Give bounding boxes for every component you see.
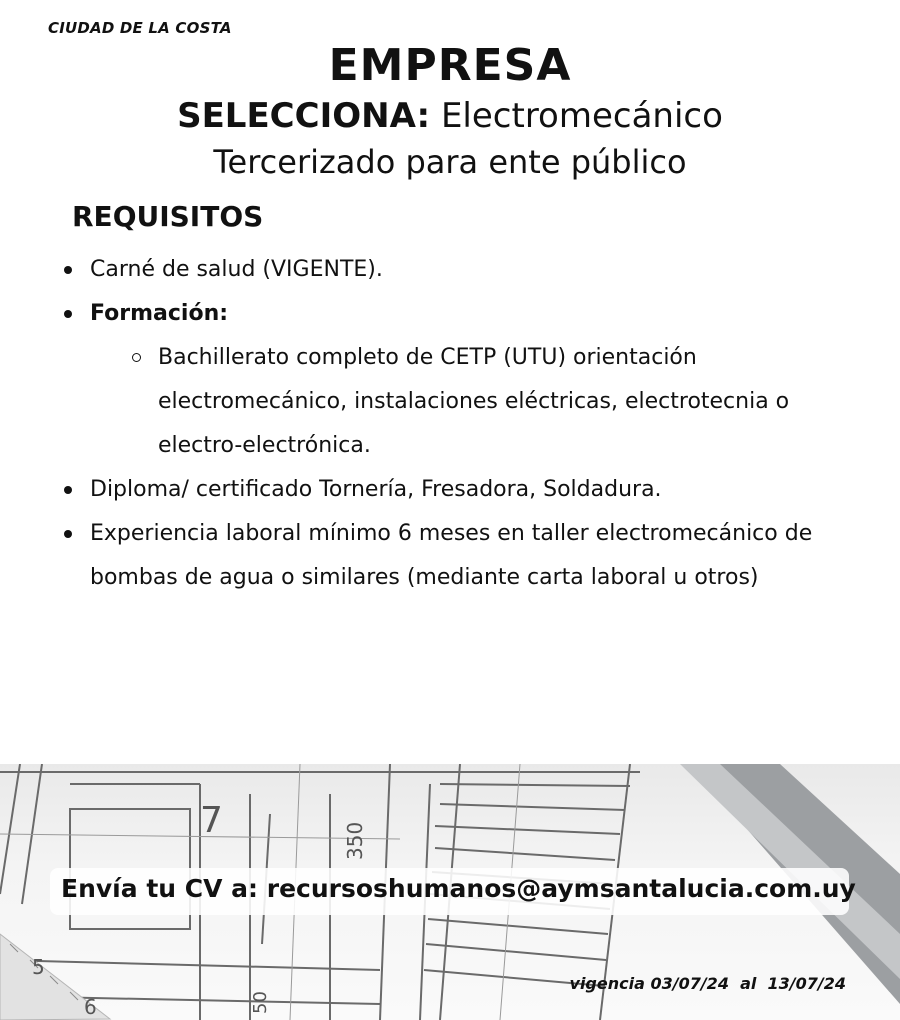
position-line	[0, 96, 900, 136]
cv-email-text: Envía tu CV a: recursoshumanos@aymsantalucia.com.uy	[61, 874, 856, 903]
location-label: CIUDAD DE LA COSTA	[48, 19, 232, 37]
list-item	[132, 336, 864, 468]
bullet-icon	[64, 310, 72, 318]
experience-text: Experiencia laboral mínimo 6 meses en taller electromecánico de bombas de agua o similares (mediante carta laboral u otros)	[90, 521, 813, 590]
education-detail-text: Bachillerato completo de CETP (UTU) orientación electromecánico, instalaciones eléctricas, electrotecnia o electro-electrónica.	[158, 345, 790, 458]
bullet-icon	[64, 530, 72, 538]
drawing-number: 6	[84, 995, 97, 1019]
drawing-number: 7	[200, 800, 223, 841]
list-item	[64, 468, 864, 512]
diploma-text: Diploma/ certificado Tornería, Fresadora, Soldadura.	[90, 477, 662, 502]
list-item	[64, 248, 864, 292]
drawing-number: 350	[343, 821, 367, 860]
requirements-list	[64, 248, 864, 600]
circle-bullet-icon	[132, 353, 141, 362]
health-card-text: Carné de salud (VIGENTE).	[90, 257, 383, 282]
contract-subtitle: Tercerizado para ente público	[213, 143, 687, 181]
education-sublist	[90, 336, 864, 468]
education-label: Formación:	[90, 301, 229, 326]
validity-dates: vigencia 03/07/24 al 13/07/24	[569, 974, 846, 993]
requirements-heading: REQUISITOS	[72, 200, 264, 233]
drawing-number: 50	[250, 991, 271, 1014]
page-title: EMPRESA	[328, 40, 572, 91]
selecciona-label: SELECCIONA:	[177, 96, 431, 136]
list-item	[64, 512, 864, 600]
bullet-icon	[64, 266, 72, 274]
list-item	[64, 292, 864, 468]
drawing-number: 5	[32, 955, 45, 979]
bullet-icon	[64, 486, 72, 494]
position-name: Electromecánico	[440, 96, 723, 136]
